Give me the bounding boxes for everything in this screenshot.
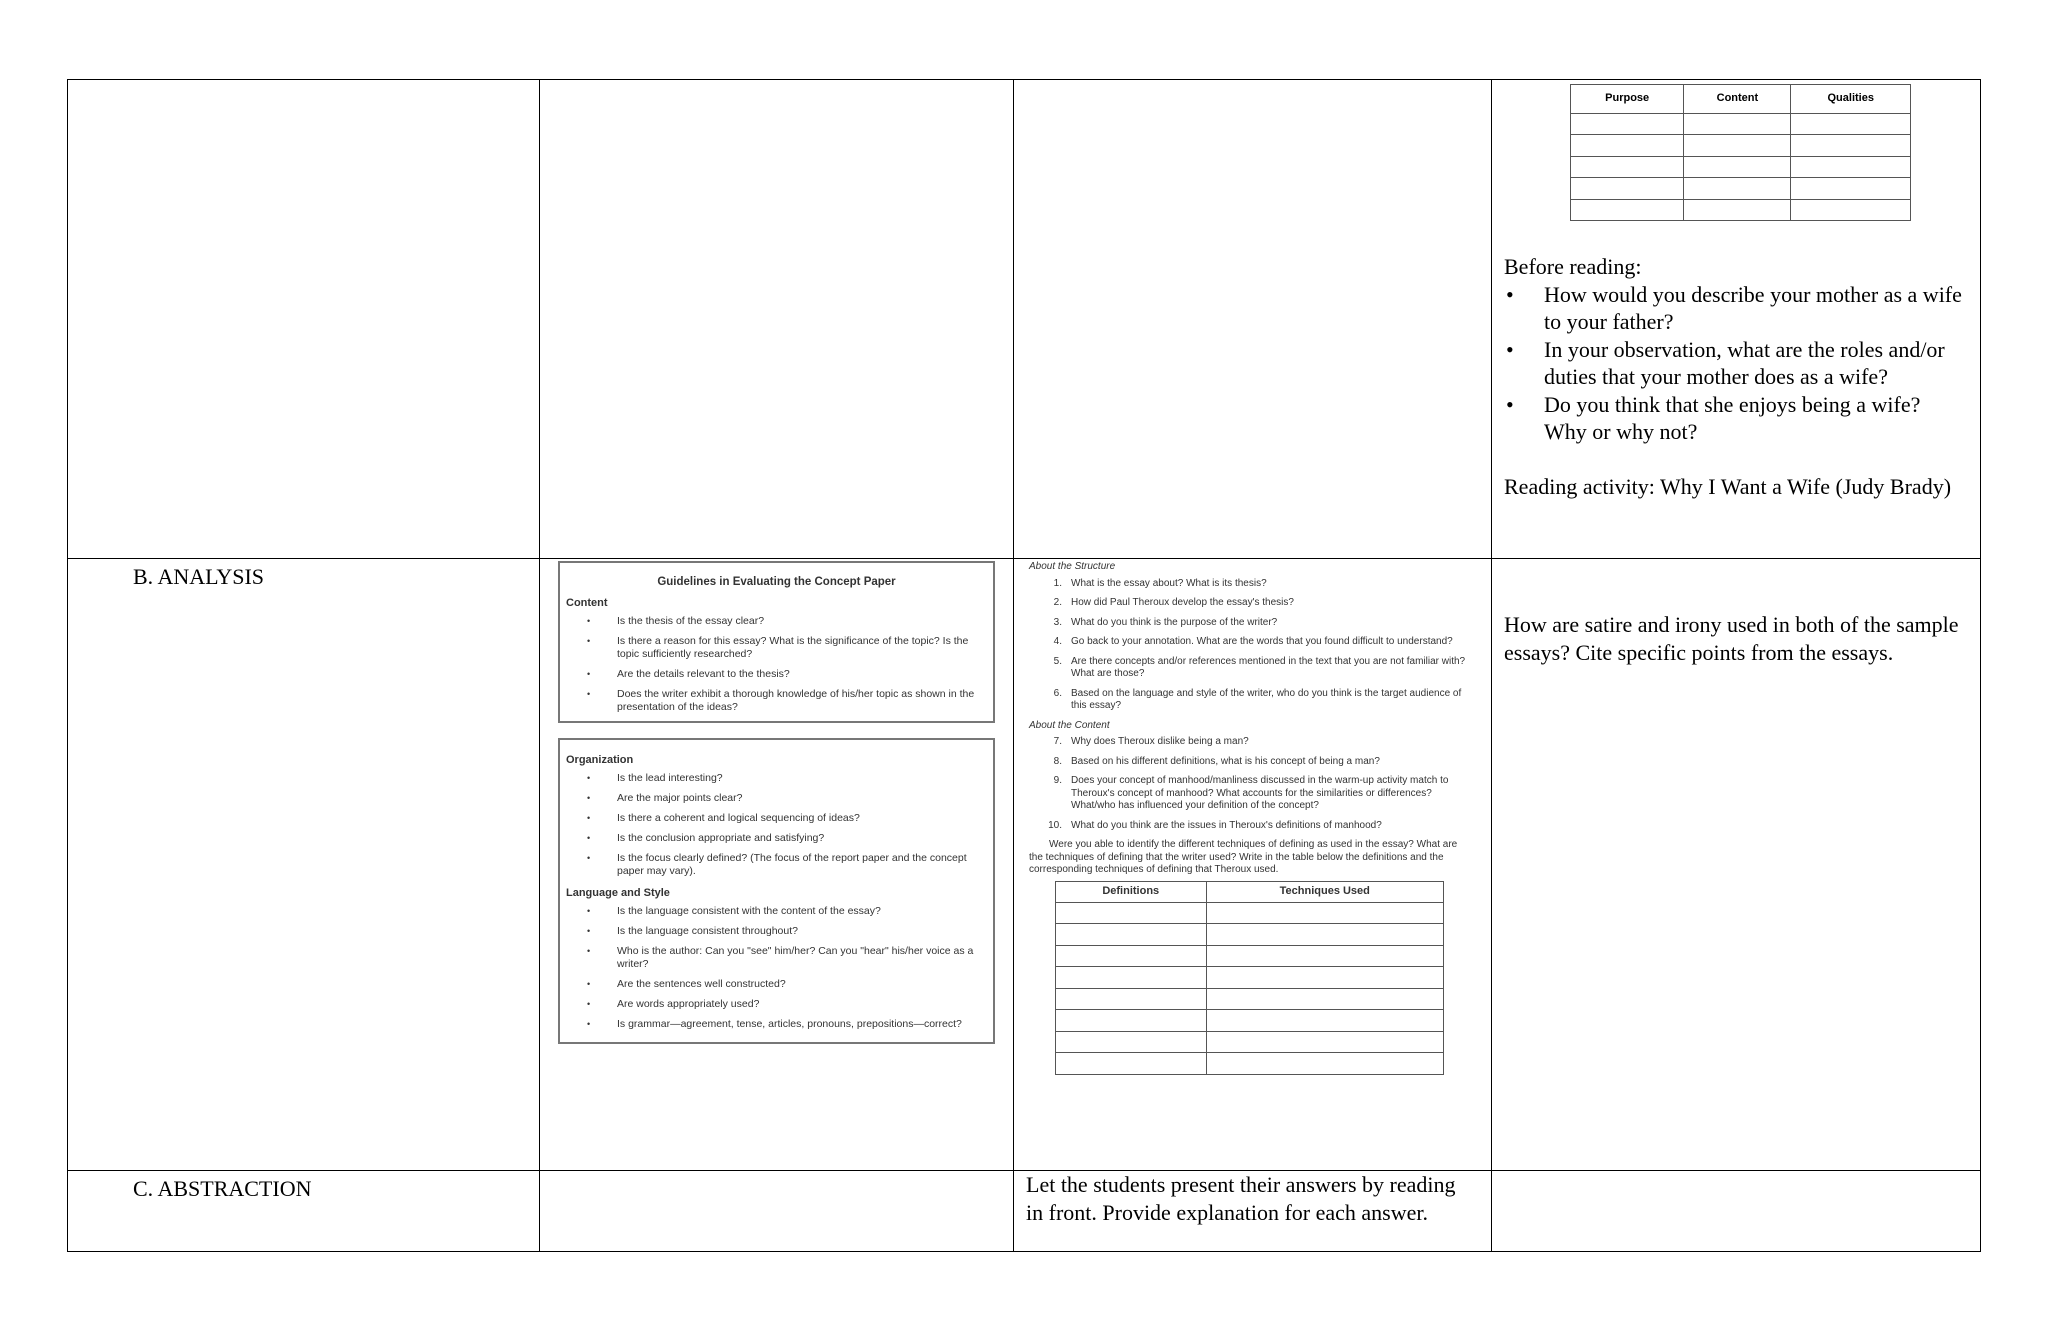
- abstraction-instruction: Let the students present their answers by reading in front. Provide explanation for each answer.: [1014, 1171, 1492, 1252]
- purpose-content-qualities-table: [1570, 84, 1911, 221]
- list-item: • Is grammar—agreement, tense, articles, pronouns, prepositions—correct?: [617, 1018, 987, 1031]
- list-item: 5. Are there concepts and/or references mentioned in the text that you are not familiar with? What are those?: [1053, 655, 1466, 679]
- structure-heading: About the Structure: [1029, 561, 1116, 572]
- list-item: 4. Go back to your annotation. What are the words that you found difficult to understand?: [1053, 636, 1453, 647]
- closing-paragraph: Were you able to identify the different techniques of defining as used in the essay? What are the techniques of defining that the writer used? Write in the table below the definitions and the corresponding techniques of defining that Theroux used.: [1029, 839, 1458, 875]
- analysis-prompt: How are satire and irony used in both of the sample essays? Cite specific points from the essays.: [1504, 612, 1959, 665]
- table-header: Qualities: [1791, 85, 1911, 114]
- table-cell: [1492, 1171, 1981, 1252]
- list-item: 9. Does your concept of manhood/manliness discussed in the warm-up activity match to Theroux's concept of manhood? What accounts for the similarities or differences? What/who has influenced your definition of the concept?: [1053, 775, 1449, 811]
- guidelines-content-box: [558, 561, 995, 723]
- list-item: • Is the conclusion appropriate and satisfying?: [617, 832, 987, 845]
- analysis-prompt-cell: [1492, 559, 1981, 1171]
- list-item: 6. Based on the language and style of the writer, who do you think is the target audience of this essay?: [1053, 687, 1462, 711]
- before-reading-list: [1504, 281, 1964, 446]
- list-item: • Is the focus clearly defined? (The focus of the report paper and the concept paper may vary).: [617, 852, 987, 878]
- analysis-label: B. ANALYSIS: [68, 559, 540, 1171]
- table-cell: [1014, 80, 1492, 559]
- guidelines-title: Guidelines in Evaluating the Concept Paper: [657, 576, 896, 588]
- list-item: • Is there a reason for this essay? What is the significance of the topic? Is the topic sufficiently researched?: [617, 635, 987, 661]
- guidelines-cell: [540, 559, 1014, 1171]
- list-item: • Are the details relevant to the thesis?: [617, 668, 987, 681]
- table-row: [68, 559, 1981, 1171]
- content-list: [560, 615, 993, 714]
- before-reading-label: Before reading:: [1504, 254, 1642, 279]
- list-item: • Are the sentences well constructed?: [617, 978, 987, 991]
- list-item: • Is the language consistent throughout?: [617, 925, 987, 938]
- list-item: • Is the thesis of the essay clear?: [617, 615, 987, 628]
- before-reading-cell: [1492, 80, 1981, 559]
- definitions-table: [1055, 881, 1444, 1075]
- table-row: [68, 80, 1981, 559]
- structure-questions: [1029, 578, 1469, 713]
- table-header: Techniques Used: [1206, 881, 1443, 902]
- language-heading: Language and Style: [566, 887, 670, 899]
- list-item: 8. Based on his different definitions, what is his concept of being a man?: [1053, 755, 1380, 767]
- table-header: Purpose: [1571, 85, 1684, 114]
- list-item: • In your observation, what are the roles and/or duties that your mother does as a wife?: [1544, 336, 1964, 391]
- list-item: • Is the language consistent with the content of the essay?: [617, 905, 987, 918]
- list-item: 2. How did Paul Theroux develop the essay's thesis?: [1053, 597, 1294, 608]
- list-item: 3. What do you think is the purpose of the writer?: [1053, 616, 1278, 628]
- abstraction-label: C. ABSTRACTION: [68, 1171, 540, 1252]
- table-cell: [540, 80, 1014, 559]
- list-item: • Does the writer exhibit a thorough knowledge of his/her topic as shown in the presentation of the ideas?: [617, 688, 987, 714]
- questions-block: [1014, 559, 1491, 1075]
- table-cell: [68, 80, 540, 559]
- list-item: • Is the lead interesting?: [617, 772, 987, 785]
- questions-cell: [1014, 559, 1492, 1171]
- reading-activity: Reading activity: Why I Want a Wife (Judy Brady): [1504, 473, 1952, 499]
- list-item: • Are words appropriately used?: [617, 998, 987, 1011]
- language-list: [560, 905, 993, 1031]
- list-item: • How would you describe your mother as a wife to your father?: [1544, 281, 1964, 336]
- list-item: 1. What is the essay about? What is its thesis?: [1053, 577, 1267, 589]
- list-item: • Who is the author: Can you "see" him/her? Can you "hear" his/her voice as a writer?: [617, 945, 987, 971]
- content-heading: About the Content: [1029, 719, 1110, 731]
- guidelines-organization-box: [558, 738, 995, 1044]
- organization-heading: Organization: [566, 754, 634, 766]
- list-item: 10. What do you think are the issues in Theroux's definitions of manhood?: [1048, 819, 1382, 831]
- organization-list: [560, 772, 993, 878]
- list-item: • Are the major points clear?: [617, 792, 987, 805]
- table-row: [68, 1171, 1981, 1252]
- content-heading: Content: [566, 597, 608, 609]
- table-header: Definitions: [1056, 881, 1207, 902]
- table-header: Content: [1684, 85, 1791, 114]
- list-item: 7. Why does Theroux dislike being a man?: [1053, 736, 1249, 747]
- content-questions: [1029, 736, 1469, 832]
- lesson-plan-table: [67, 79, 1981, 1252]
- list-item: • Is there a coherent and logical sequencing of ideas?: [617, 812, 987, 825]
- list-item: • Do you think that she enjoys being a wife? Why or why not?: [1544, 391, 1964, 446]
- table-cell: [540, 1171, 1014, 1252]
